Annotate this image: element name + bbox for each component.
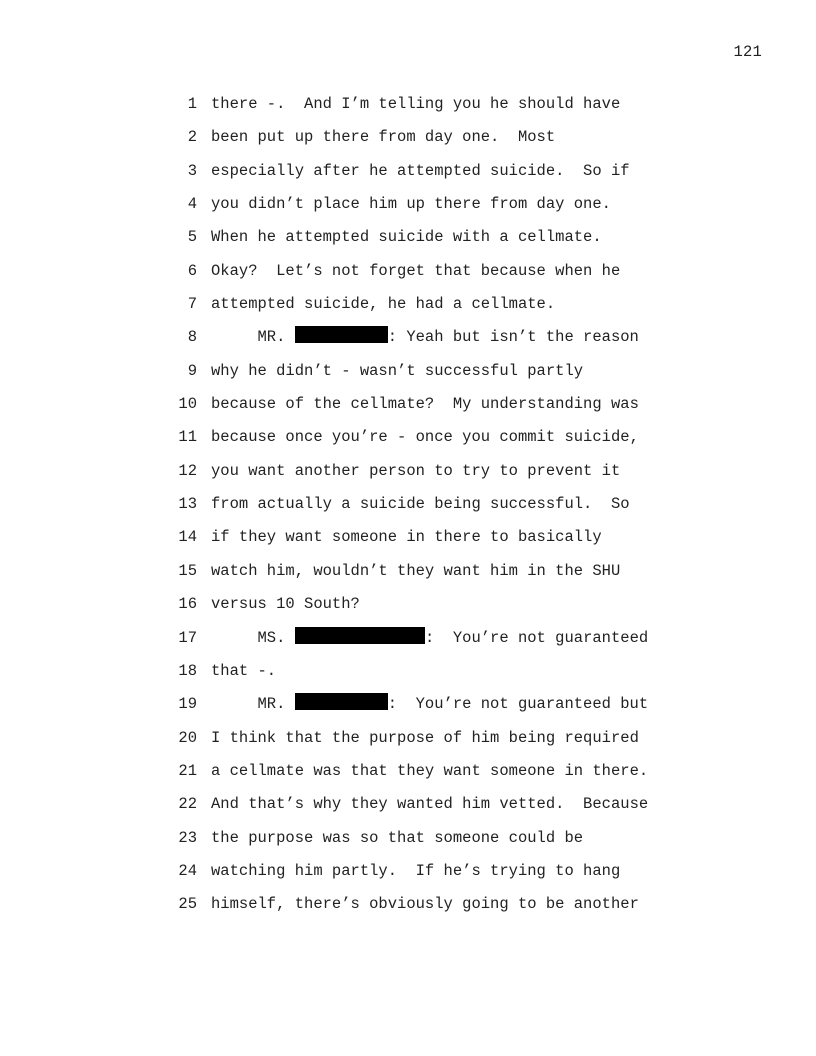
transcript-body xyxy=(170,91,690,925)
line-number: 3 xyxy=(187,161,197,180)
transcript-line xyxy=(170,324,690,357)
speaker-prefix: MR. xyxy=(211,328,295,347)
line-number: 2 xyxy=(187,128,197,147)
line-text: you want another person to try to prevent it xyxy=(211,461,621,480)
speaker-prefix: MR. xyxy=(211,695,295,714)
line-number: 16 xyxy=(178,595,197,614)
speech-text: : Yeah but isn’t the reason xyxy=(387,328,639,347)
transcript-line xyxy=(170,758,690,791)
redaction-bar xyxy=(295,627,425,644)
line-text: the purpose was so that someone could be xyxy=(211,828,584,847)
line-text: When he attempted suicide with a cellmate. xyxy=(211,228,602,247)
redaction-bar xyxy=(295,693,388,710)
line-number: 11 xyxy=(178,428,197,447)
line-text: himself, there’s obviously going to be another xyxy=(211,895,639,914)
line-number: 14 xyxy=(178,528,197,547)
line-text: if they want someone in there to basically xyxy=(211,528,602,547)
transcript-line xyxy=(170,658,690,691)
line-number: 15 xyxy=(178,561,197,580)
speaker-prefix: MS. xyxy=(211,628,295,647)
transcript-line xyxy=(170,691,690,724)
line-number: 8 xyxy=(187,328,197,347)
line-text: versus 10 South? xyxy=(211,595,360,614)
transcript-line xyxy=(170,258,690,291)
line-number: 23 xyxy=(178,828,197,847)
transcript-line xyxy=(170,825,690,858)
line-text: from actually a suicide being successful. So xyxy=(211,495,630,514)
speech-text: : You’re not guaranteed but xyxy=(387,695,649,714)
line-text: attempted suicide, he had a cellmate. xyxy=(211,295,556,314)
line-number: 1 xyxy=(187,95,197,113)
transcript-line xyxy=(170,791,690,824)
transcript-line xyxy=(170,424,690,457)
line-number: 22 xyxy=(178,795,197,814)
line-text: watching him partly. If he’s trying to hang xyxy=(211,861,621,880)
transcript-line xyxy=(170,91,690,124)
line-number: 25 xyxy=(178,895,197,914)
redaction-bar xyxy=(295,326,388,343)
transcript-line xyxy=(170,291,690,324)
transcript-line xyxy=(170,891,690,924)
transcript-line xyxy=(170,558,690,591)
line-text xyxy=(211,691,648,717)
line-number: 17 xyxy=(178,628,197,647)
line-number: 20 xyxy=(178,728,197,747)
line-text: watch him, wouldn’t they want him in the SHU xyxy=(211,561,621,580)
line-text xyxy=(211,324,639,350)
line-number: 13 xyxy=(178,495,197,514)
line-text: a cellmate was that they want someone in there. xyxy=(211,761,649,780)
line-text: been put up there from day one. Most xyxy=(211,128,556,147)
line-text: why he didn’t - wasn’t successful partly xyxy=(211,361,584,380)
line-text xyxy=(211,625,648,651)
line-number: 10 xyxy=(178,395,197,414)
transcript-line xyxy=(170,358,690,391)
line-text: Okay? Let’s not forget that because when he xyxy=(211,261,621,280)
line-number: 5 xyxy=(187,228,197,247)
transcript-line xyxy=(170,224,690,257)
line-text: especially after he attempted suicide. So if xyxy=(211,161,630,180)
speech-text: : You’re not guaranteed xyxy=(424,628,649,647)
transcript-line xyxy=(170,124,690,157)
transcript-line xyxy=(170,591,690,624)
transcript-line xyxy=(170,725,690,758)
line-text: you didn’t place him up there from day one. xyxy=(211,195,611,214)
line-number: 12 xyxy=(178,461,197,480)
line-number: 24 xyxy=(178,861,197,880)
line-text: because of the cellmate? My understanding was xyxy=(211,395,639,414)
line-number: 19 xyxy=(178,695,197,714)
transcript-line xyxy=(170,858,690,891)
line-text: I think that the purpose of him being required xyxy=(211,728,639,747)
line-text: there -. And I’m telling you he should have xyxy=(211,95,621,113)
line-number: 4 xyxy=(187,195,197,214)
line-text: because once you’re - once you commit suicide, xyxy=(211,428,639,447)
transcript-line xyxy=(170,391,690,424)
line-number: 7 xyxy=(187,295,197,314)
transcript-line xyxy=(170,458,690,491)
transcript-line xyxy=(170,158,690,191)
line-number: 18 xyxy=(178,661,197,680)
page-number: 121 xyxy=(733,43,762,61)
transcript-line xyxy=(170,524,690,557)
line-number: 6 xyxy=(187,261,197,280)
transcript-line xyxy=(170,625,690,658)
transcript-line xyxy=(170,491,690,524)
line-number: 9 xyxy=(187,361,197,380)
line-text: And that’s why they wanted him vetted. Because xyxy=(211,795,649,814)
transcript-line xyxy=(170,191,690,224)
line-text: that -. xyxy=(211,661,277,680)
line-number: 21 xyxy=(178,761,197,780)
